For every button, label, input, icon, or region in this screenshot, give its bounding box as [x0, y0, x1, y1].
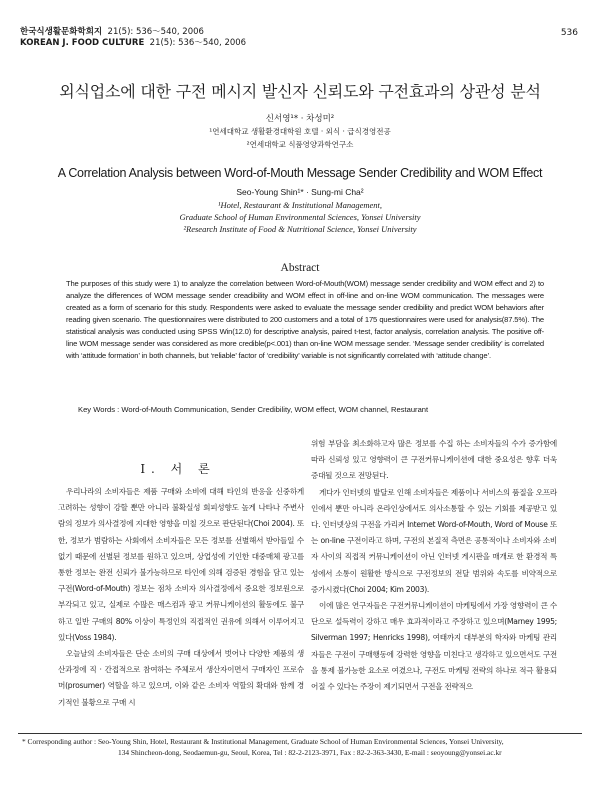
authors-english: Seo-Young Shin¹* · Sung-mi Cha² — [236, 187, 364, 197]
page-number: 536 — [560, 28, 578, 38]
section-heading-introduction: Ⅰ. 서 론 — [140, 462, 216, 476]
affiliation-en-3: ²Research Institute of Food & Nutritional Science, Yonsei University — [183, 224, 417, 234]
journal-volume-ko: 21(5): 536～540, 2006 — [107, 27, 204, 37]
footnote-divider — [18, 733, 582, 734]
affiliation-en-2: Graduate School of Human Environmental Sciences, Yonsei University — [179, 212, 421, 222]
paragraph: 이에 많은 연구자들은 구전커뮤니케이션이 마케팅에서 가장 영향력이 큰 수단으로 설득력이 강하고 매우 효과적이라고 주장하고 있으며(Marney 1995; Silverman 1997; Henricks 1998), 여태까지 대부분의 학자와 마케팅 관리자들은 구전이 구매행동에 강력한 영향을 미친다고 생각하고 있으면서도 구전을 통제 불가능한 요소로 여겼으나, 구전도 마케팅 전략의 하나로 적극 활용되어질 수 있다는 주장이 제기되면서 구전을 전략적으 — [311, 601, 557, 692]
journal-name-ko: 한국식생활문화학회지 — [20, 27, 103, 37]
paragraph: 위험 부담을 최소화하고자 많은 정보를 수집 하는 소비자들의 수가 증가함에 따라 신뢰성 있고 영향력이 큰 구전커뮤니케이션에 대한 중요성은 향후 더욱 증대될 것으로 전망된다. — [311, 439, 557, 481]
left-column — [58, 484, 304, 711]
paragraph: 우리나라의 소비자들은 제품 구매와 소비에 대해 타인의 반응을 신중하게 고려하는 성향이 강할 뿐만 아니라 불확실성 회피성향도 높게 나타나 주변사람의 정보가 의사결정에 지대한 영향을 미칠 것으로 판단된다(Choi 2004). 또한, 정보가 범람하는 사회에서 소비자들은 모든 정보를 선별해서 받아들일 수 없기 때문에 선별된 정보를 원하고 있으며, 상업성에 기인한 대중매체 광고를 통한 정보는 완전 신뢰가 불가능하므로 타인에 의해 검증된 경험을 담고 있는 구전(Word-of-Mouth) 정보는 점차 소비자 의사결정에서 중요한 정보원으로 부각되고 있고, 실제로 수많은 매스컴과 광고 커뮤니케이션의 활동에도 불구하고 일반 구매의 80% 이상이 특정인의 직접적인 권유에 의해서 이루어지고 있다(Voss 1984). — [58, 487, 304, 642]
abstract-text: The purposes of this study were 1) to analyze the correlation between Word-of-Mouth(WOM) message sender credibility and WOM effect and 2) to analyze the differences of WOM message sender creadibility and WOM effect in off-line and on-line WOM communication. The messages were created as a form of scenario for this study. Respondents were asked to evaluate the message sender credibility and predict WOM behaviors after reading given scenario. The questionnaires were distributed to 200 customers and a total of 175 questionnaires were used for analysis(87.5%). The statistical analysis was conducted using SPSS Win(12.0) for descriptive analysis, paired t-test, factor analysis, correlation analysis. The positive off-line WOM message sender was considered as more credible(p<.001) than on-line WOM message sender. ‘Message sender credibility’ is correlated with ‘attitude formation’ in both channels, but ‘reliable’ factor of ‘credibility’ variable is not significantly correlated with ‘attitude change’. — [66, 279, 544, 360]
corresponding-author-footnote — [22, 736, 592, 758]
paragraph: 게다가 인터넷의 발달로 인해 소비자들은 제품이나 서비스의 품질을 오프라인에서 뿐만 아니라 온라인상에서도 의사소통할 수 있는 기회를 제공받고 있다. 인터넷상의 구전을 가리켜 Internet Word-of-Mouth, Word of Mouse 또는 on-line 구전이라고 하며, 구전의 본질적 측면은 공통적이나 소비자와 소비자 사이의 직접적 커뮤니케이션이 아닌 인터넷 게시판을 매개로 한 환경적 특성에서 소통이 원활한 방식으로 구전정보의 전달 범위와 속도를 비약적으로 증가시켰다(Choi 2004; Kim 2003). — [311, 487, 557, 594]
authors-korean: 신서영¹* · 차성미² — [265, 114, 335, 124]
affiliation-en-1: ¹Hotel, Restaurant & Institutional Management, — [217, 200, 383, 210]
footnote-line: * Corresponding author : Seo-Young Shin, Hotel, Restaurant & Institutional Management, Graduate School of Human Environmental Sciences, Yonsei University, — [22, 737, 504, 746]
footnote-line: 134 Shincheon-dong, Seodaemun-gu, Seoul, Korea, Tel : 82-2-2123-3971, Fax : 82-2-363-3430, E-mail : seoyoung@yonsei.ac.kr — [118, 748, 502, 757]
right-column — [311, 436, 557, 695]
title-english: A Correlation Analysis between Word-of-Mouth Message Sender Credibility and WOM Effect — [57, 166, 543, 180]
journal-volume-en: 21(5): 536～540, 2006 — [149, 38, 247, 48]
journal-name-en: KOREAN J. FOOD CULTURE — [20, 38, 145, 48]
keywords: Key Words : Word-of-Mouth Communication, Sender Credibility, WOM effect, WOM channel, Restaurant — [78, 405, 429, 414]
abstract-heading: Abstract — [280, 262, 320, 274]
affiliation-ko-1: ¹연세대학교 생활환경대학원 호텔 · 외식 · 급식경영전공 — [209, 127, 391, 136]
affiliation-ko-2: ²연세대학교 식품영양과학연구소 — [246, 140, 354, 149]
journal-header — [20, 27, 246, 49]
title-korean: 외식업소에 대한 구전 메시지 발신자 신뢰도와 구전효과의 상관성 분석 — [59, 82, 541, 101]
paragraph: 오늘날의 소비자들은 단순 소비의 구매 대상에서 벗어나 다양한 제품의 생산과정에 직 · 간접적으로 참여하는 주체로서 생산자이면서 구매자인 프로슈머(prosumer) 역할을 하고 있으며, 이와 같은 소비자 역할의 확대와 함께 경기적인 불황으로 구매 시 — [58, 649, 304, 707]
